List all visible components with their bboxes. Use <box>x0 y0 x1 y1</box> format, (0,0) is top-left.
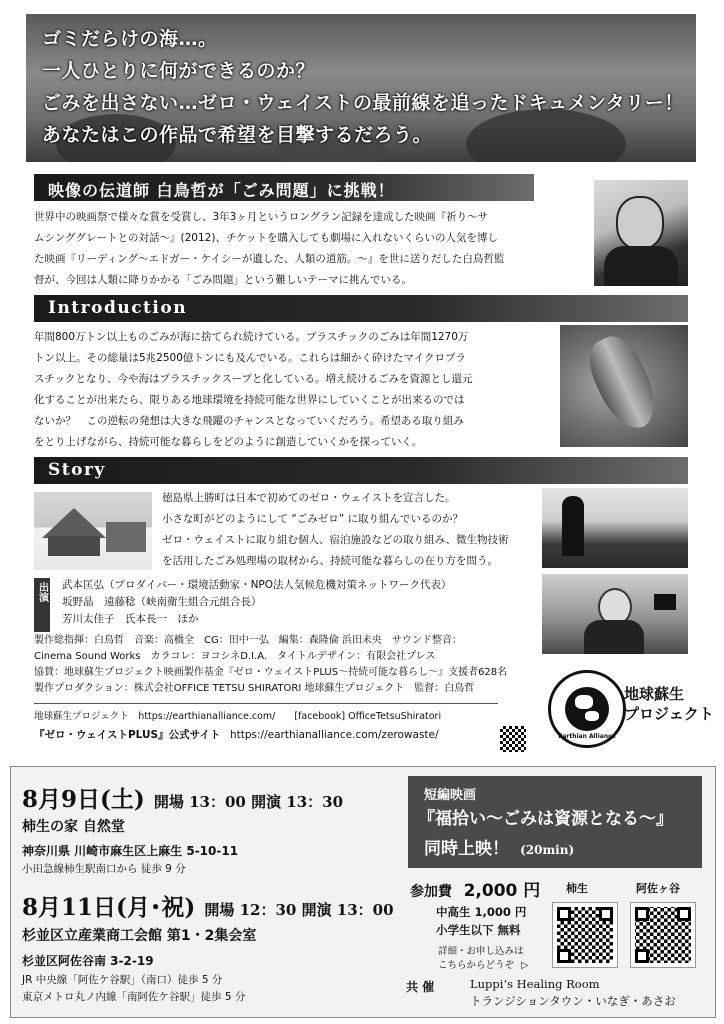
story-photo-landscape <box>542 488 688 568</box>
qr-label-asagaya: 阿佐ヶ谷 <box>636 882 680 895</box>
section-heading-text: Introduction <box>48 298 188 318</box>
short-film-duration: (20min) <box>520 843 575 857</box>
hero-line-3: ごみを出さない…ゼロ・ウェイストの最前線を追ったドキュメンタリー！ <box>42 92 684 114</box>
event1-times: 開場 13：00 開演 13：30 <box>153 793 344 811</box>
cohost-line2: トランジションタウン・いなぎ・あさお <box>470 994 676 1008</box>
section2-line: 年間800万トン以上ものごみが海に捨てられ続けている。プラスチックのごみは年間1270万 <box>34 331 469 343</box>
section2-line: ないか？ この逆転の発想は大きな飛躍のチャンスとなっていくだろう。希望ある取り組み <box>34 415 464 427</box>
story-photo-interview <box>542 574 688 654</box>
fee-child: 小学生以下 無料 <box>436 923 521 937</box>
section-heading-introduction <box>34 295 688 322</box>
cast-label <box>34 578 50 632</box>
event1-address: 神奈川県 川崎市麻生区上麻生 5-10-11 <box>22 844 239 858</box>
section-heading-text: Story <box>48 460 106 480</box>
credits <box>34 633 507 697</box>
short-film-simul: 同時上映！ <box>424 839 509 859</box>
cast-label-text: 出演 <box>36 582 48 602</box>
section2-body <box>34 327 558 453</box>
section2-line: スチックとなり、今や海はプラスチックスープと化している。増え続けるごみを資源とし還元 <box>34 373 473 385</box>
fee-info-line1: 詳細・お申し込みは <box>438 946 524 957</box>
credits-line: 製作プロダクション：株式会社OFFICE TETSU SHIRATORI 地球蘇生プロジェクト 監督：白鳥哲 <box>34 683 475 694</box>
section1-line: 督が、今回は人類に降りかかる「ごみ問題」という難しいテーマに挑んでいる。 <box>34 274 412 286</box>
earthian-alliance-logo <box>548 670 626 748</box>
fee-student: 中高生 1,000 円 <box>436 905 527 919</box>
hero-line-2: 一人ひとりに何ができるのか？ <box>42 60 316 82</box>
qr-code-kakio[interactable] <box>552 902 618 968</box>
section1-line: ムシンググレートとの対話～』(2012)、チケットを購入しても劇場に入れないくらいの人気を博し <box>34 232 498 244</box>
event1-access: 小田急線柿生駅南口から 徒歩 9 分 <box>22 863 186 875</box>
cohost-line1: Luppi’s Healing Room <box>470 977 600 991</box>
hero-rock <box>466 109 626 162</box>
credits-line: 製作総指揮：白鳥哲 音楽：高橋全 CG：田中一弘 編集：森隆倫 浜田未央 サウンド整音： <box>34 635 462 646</box>
event1-date: 8月9日(土) <box>22 786 145 813</box>
logo-name-line2: プロジェクト <box>624 705 714 723</box>
credits-line: 協賛：地球蘇生プロジェクト映画製作基金『ゼロ・ウェイストPLUS～持続可能な暮らし～』支援者628名 <box>34 667 508 678</box>
fee-details <box>436 903 526 939</box>
event2-venue: 杉並区立産業商工会館 第1・2集会室 <box>22 928 257 944</box>
section3-line: ゼロ・ウェイストに取り組む個人、宿泊施設などの取り組み、微生物技術 <box>162 534 509 546</box>
section3-line: 小さな町がどのようにして “ごみゼロ” に取り組んでいるのか？ <box>162 513 464 525</box>
event1-venue: 柿生の家 自然堂 <box>22 819 125 835</box>
short-film-title: 『福拾い～ごみは資源となる～』 <box>418 809 673 829</box>
event2-address: 杉並区阿佐谷南 3-2-19 <box>22 954 154 968</box>
intro-photo-bottle <box>560 325 688 447</box>
event2-access1: JR 中央線「阿佐ケ谷駅」（南口）徒歩 5 分 <box>22 974 223 986</box>
event2-date: 8月11日(月･祝) <box>22 894 196 921</box>
event2-times: 開場 12：30 開演 13：00 <box>204 901 394 919</box>
fee-amount: 2,000 円 <box>463 881 541 901</box>
section-heading-story <box>34 457 688 484</box>
qr-label-kakio: 柿生 <box>566 882 588 895</box>
links-line[interactable]: 地球蘇生プロジェクト https://earthianalliance.com/ [facebook] OfficeTetsuShiratori <box>34 711 442 722</box>
official-site-url[interactable]: https://earthianalliance.com/zerowaste/ <box>230 729 439 741</box>
cast-line: 武本匡弘（プロダイバー・環境活動家・NPO法人気候危機対策ネットワーク代表） <box>62 579 452 591</box>
cast-list <box>62 577 452 628</box>
hero-line-4: あなたはこの作品で希望を目撃するだろう。 <box>42 124 433 146</box>
section-heading-director <box>34 174 534 201</box>
section3-body <box>162 488 542 572</box>
event2-access2: 東京メトロ丸ノ内線「南阿佐ケ谷駅」徒歩 5 分 <box>22 991 246 1003</box>
hero-line-1: ゴミだらけの海…。 <box>42 28 218 50</box>
cohost-label: 共 催 <box>406 980 435 994</box>
fee-label: 参加費 <box>410 884 452 900</box>
section2-line: 化することが出来たら、限りある地球環境を持続可能な世界にしていくことが出来るのでは <box>34 394 465 406</box>
section3-line: 徳島県上勝町は日本で初めてのゼロ・ウェイストを宣言した。 <box>162 492 456 504</box>
section-heading-text: 映像の伝道師 白鳥哲が「ごみ問題」に挑戦！ <box>48 181 395 200</box>
section2-line: トン以上。その総量は5兆2500億トンにも及んでいる。これらは細かく砕けたマイクロプラ <box>34 352 466 364</box>
cast-line: 坂野晶 遠藤稔（峡南衛生組合元組合長） <box>62 596 262 608</box>
fee-info <box>438 945 528 973</box>
site-qr-code[interactable] <box>500 726 526 752</box>
credits-divider <box>34 703 498 704</box>
official-site-label: 『ゼロ・ウェイストPLUS』公式サイト <box>34 729 221 741</box>
event1-date-row <box>22 781 343 814</box>
cohost-names <box>470 976 676 1010</box>
logo-name-line1: 地球蘇生 <box>624 685 685 703</box>
fee-main <box>410 876 540 901</box>
short-film-label: 短編映画 <box>424 788 477 803</box>
cast-line: 芳川太佳子 氏本長一 ほか <box>62 613 199 625</box>
qr-code-asagaya[interactable] <box>630 902 696 968</box>
hero-banner <box>26 14 696 162</box>
credits-line: Cinema Sound Works カラコレ：ヨコシネD.I.A. タイトルデザイン：有限会社プレス <box>34 651 436 662</box>
section1-line: た映画『リーディング～エドガー・ケイシーが遺した、人類の道筋。～』を世に送りだした白鳥哲監 <box>34 253 505 265</box>
story-photo-village <box>34 492 152 570</box>
section3-line: を活用したごみ処理場の取材から、持続可能な暮らしの在り方を問う。 <box>162 555 498 567</box>
logo-ring-text: Earthian Alliance <box>558 733 616 740</box>
short-film-box <box>408 776 702 868</box>
section2-line: をとり上げながら、持続可能な暮らしをどのように創造していくかを探っていく。 <box>34 436 423 448</box>
section1-body <box>34 207 590 291</box>
arrow-right-icon: ▷ <box>521 960 529 971</box>
section1-line: 世界中の映画祭で様々な賞を受賞し、3年3ヶ月というロングラン記録を達成した映画『祈り～サ <box>34 211 489 223</box>
event2-date-row <box>22 889 394 922</box>
official-site[interactable] <box>34 727 439 742</box>
director-photo <box>594 180 688 286</box>
logo-text <box>624 684 714 724</box>
fee-info-line2: こちらからどうぞ <box>438 960 515 971</box>
